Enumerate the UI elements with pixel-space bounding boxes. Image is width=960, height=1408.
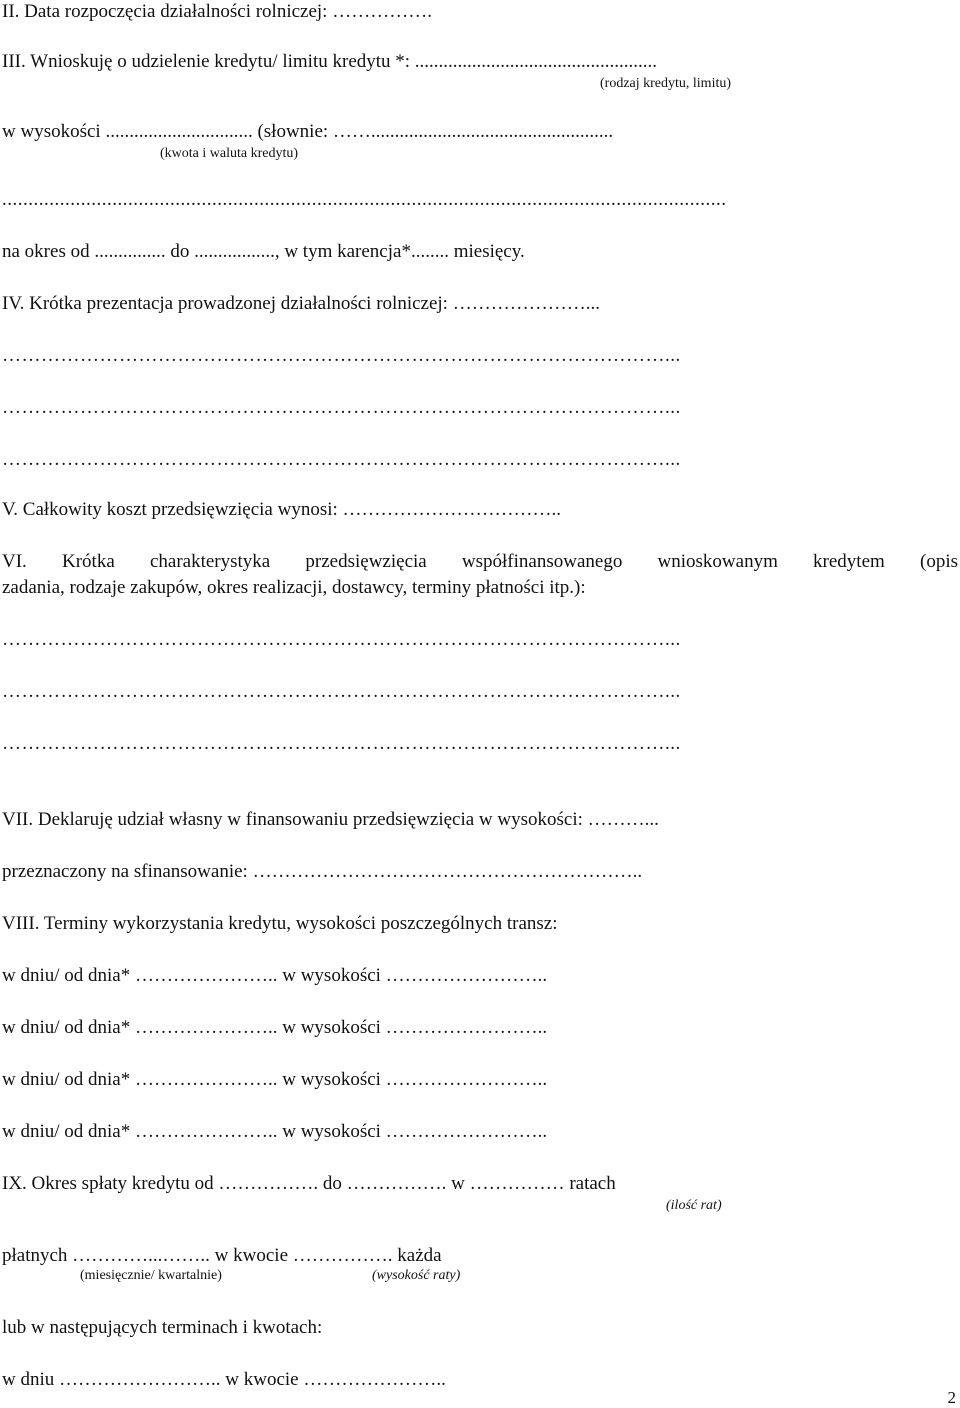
section-viii: VIII. Terminy wykorzystania kredytu, wysokości poszczególnych transz: [2,913,558,934]
credit-period-line: na okres od ............... do ................., w tym karencja*........ miesięcy. [2,241,525,262]
page-number: 2 [947,1388,956,1407]
section-ii: II. Data rozpoczęcia działalności rolniczej: ……………. [2,1,432,22]
section-vii: VII. Deklaruję udział własny w finansowaniu przedsięwzięcia w wysokości: ………... [2,809,659,830]
installment-amount-hint: (wysokość raty) [372,1268,461,1283]
amount-words-continuation: .......................................................................................................................................... [2,189,727,210]
section-vi-line-1: VI. Krótka charakterystyka przedsięwzięcia współfinansowanego wnioskowanym kredytem (opis [2,551,958,572]
section-iv-line-2: …………………………………………………………………………………………... [2,397,681,418]
section-vi-line-2: zadania, rodzaje zakupów, okres realizacji, dostawcy, terminy płatności itp.): [2,577,586,598]
section-vi-fill-1: …………………………………………………………………………………………... [2,629,681,650]
alternative-schedule-label: lub w następujących terminach i kwotach: [2,1317,323,1338]
own-contribution-purpose: przeznaczony na sfinansowanie: …………………………………………………….. [2,861,643,882]
amount-line: w wysokości ............................... (słownie: ……................................................... [2,121,614,142]
section-ix: IX. Okres spłaty kredytu od ……………. do ……………. w …………… ratach [2,1173,616,1194]
tranche-row: w dniu/ od dnia* ………………….. w wysokości …………………….. [2,1017,548,1038]
section-iv-line-1: …………………………………………………………………………………………... [2,345,681,366]
section-vi-fill-3: …………………………………………………………………………………………... [2,733,681,754]
section-iv: IV. Krótka prezentacja prowadzonej działalności rolniczej: …………………... [2,293,600,314]
section-iv-line-3: …………………………………………………………………………………………... [2,449,681,470]
tranche-row: w dniu/ od dnia* ………………….. w wysokości …………………….. [2,1069,548,1090]
section-vi-fill-2: …………………………………………………………………………………………... [2,681,681,702]
section-v: V. Całkowity koszt przedsięwzięcia wynosi: …………………………….. [2,499,562,520]
credit-type-hint: (rodzaj kredytu, limitu) [600,76,732,91]
payment-line: płatnych …………...…….. w kwocie ……………. każda [2,1245,442,1266]
tranche-row: w dniu/ od dnia* ………………….. w wysokości …………………….. [2,1121,548,1142]
payment-frequency-hint: (miesięcznie/ kwartalnie) [80,1268,222,1283]
section-iii: III. Wnioskuję o udzielenie kredytu/ limitu kredytu *: ................................................... [2,51,658,72]
amount-hint: (kwota i waluta kredytu) [160,146,299,161]
alternative-schedule-line: w dniu …………………….. w kwocie ………………….. [2,1369,446,1390]
installments-count-hint: (ilość rat) [666,1198,722,1213]
tranche-row: w dniu/ od dnia* ………………….. w wysokości …………………….. [2,965,548,986]
